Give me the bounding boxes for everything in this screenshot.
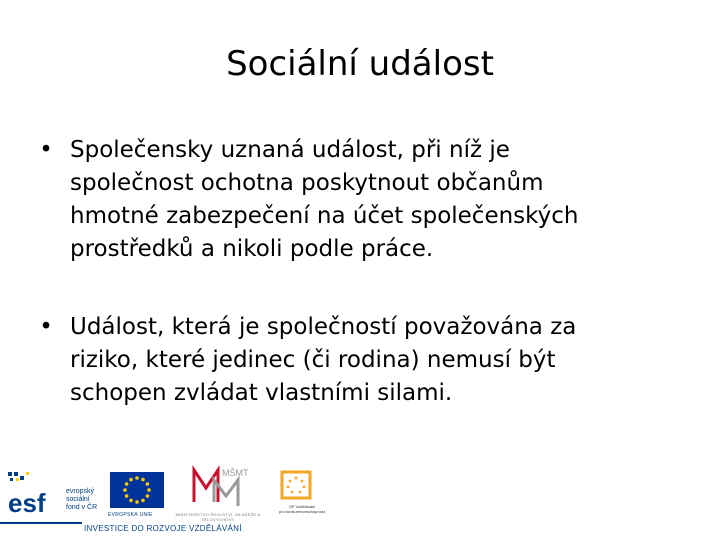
bullet-line: společnost ochotna poskytnout občanům <box>70 170 544 196</box>
esf-mark: esf <box>8 488 46 518</box>
esf-caption-line: evropský <box>66 488 95 495</box>
bullet-marker: • <box>39 314 53 340</box>
esf-caption-line: sociální <box>66 496 90 503</box>
msmt-mark: MŠMT <box>222 468 249 478</box>
op-caption-line: OP Vzdělávání <box>288 504 316 509</box>
footer-logos <box>0 462 720 540</box>
esf-caption-line: fond v ČR <box>66 504 98 511</box>
bullet-line: Společensky uznaná událost, při níž je <box>70 137 510 163</box>
invest-caption: INVESTICE DO ROZVOJE VZDĚLÁVÁNÍ <box>84 524 242 533</box>
footer-divider <box>0 522 82 524</box>
bullet-line: riziko, které jedinec (či rodina) nemusí být <box>70 347 556 373</box>
bullet-item <box>36 134 676 266</box>
op-logo <box>278 468 314 502</box>
bullet-line: Událost, která je společností považována za <box>70 314 577 340</box>
bullet-list <box>36 134 676 410</box>
bullet-line: hmotné zabezpečení na účet společenských <box>70 203 579 229</box>
eu-flag-icon <box>110 472 164 508</box>
op-caption <box>262 504 342 514</box>
bullet-marker: • <box>39 137 53 163</box>
bullet-line: prostředků a nikoli podle práce. <box>70 236 434 262</box>
op-caption-line: pro konkurenceschopnost <box>279 509 325 514</box>
slide-title: Sociální událost <box>226 44 494 84</box>
bullet-item <box>36 311 676 410</box>
eu-caption: EVROPSKÁ UNIE <box>108 512 153 518</box>
esf-caption <box>66 488 110 512</box>
msmt-caption: MINISTERSTVO ŠKOLSTVÍ, MLÁDEŽE A TĚLOVÝCHOVY <box>175 512 261 522</box>
msmt-logo <box>188 462 249 510</box>
bullet-line: schopen zvládat vlastními silami. <box>70 380 453 406</box>
esf-logo <box>6 470 64 518</box>
